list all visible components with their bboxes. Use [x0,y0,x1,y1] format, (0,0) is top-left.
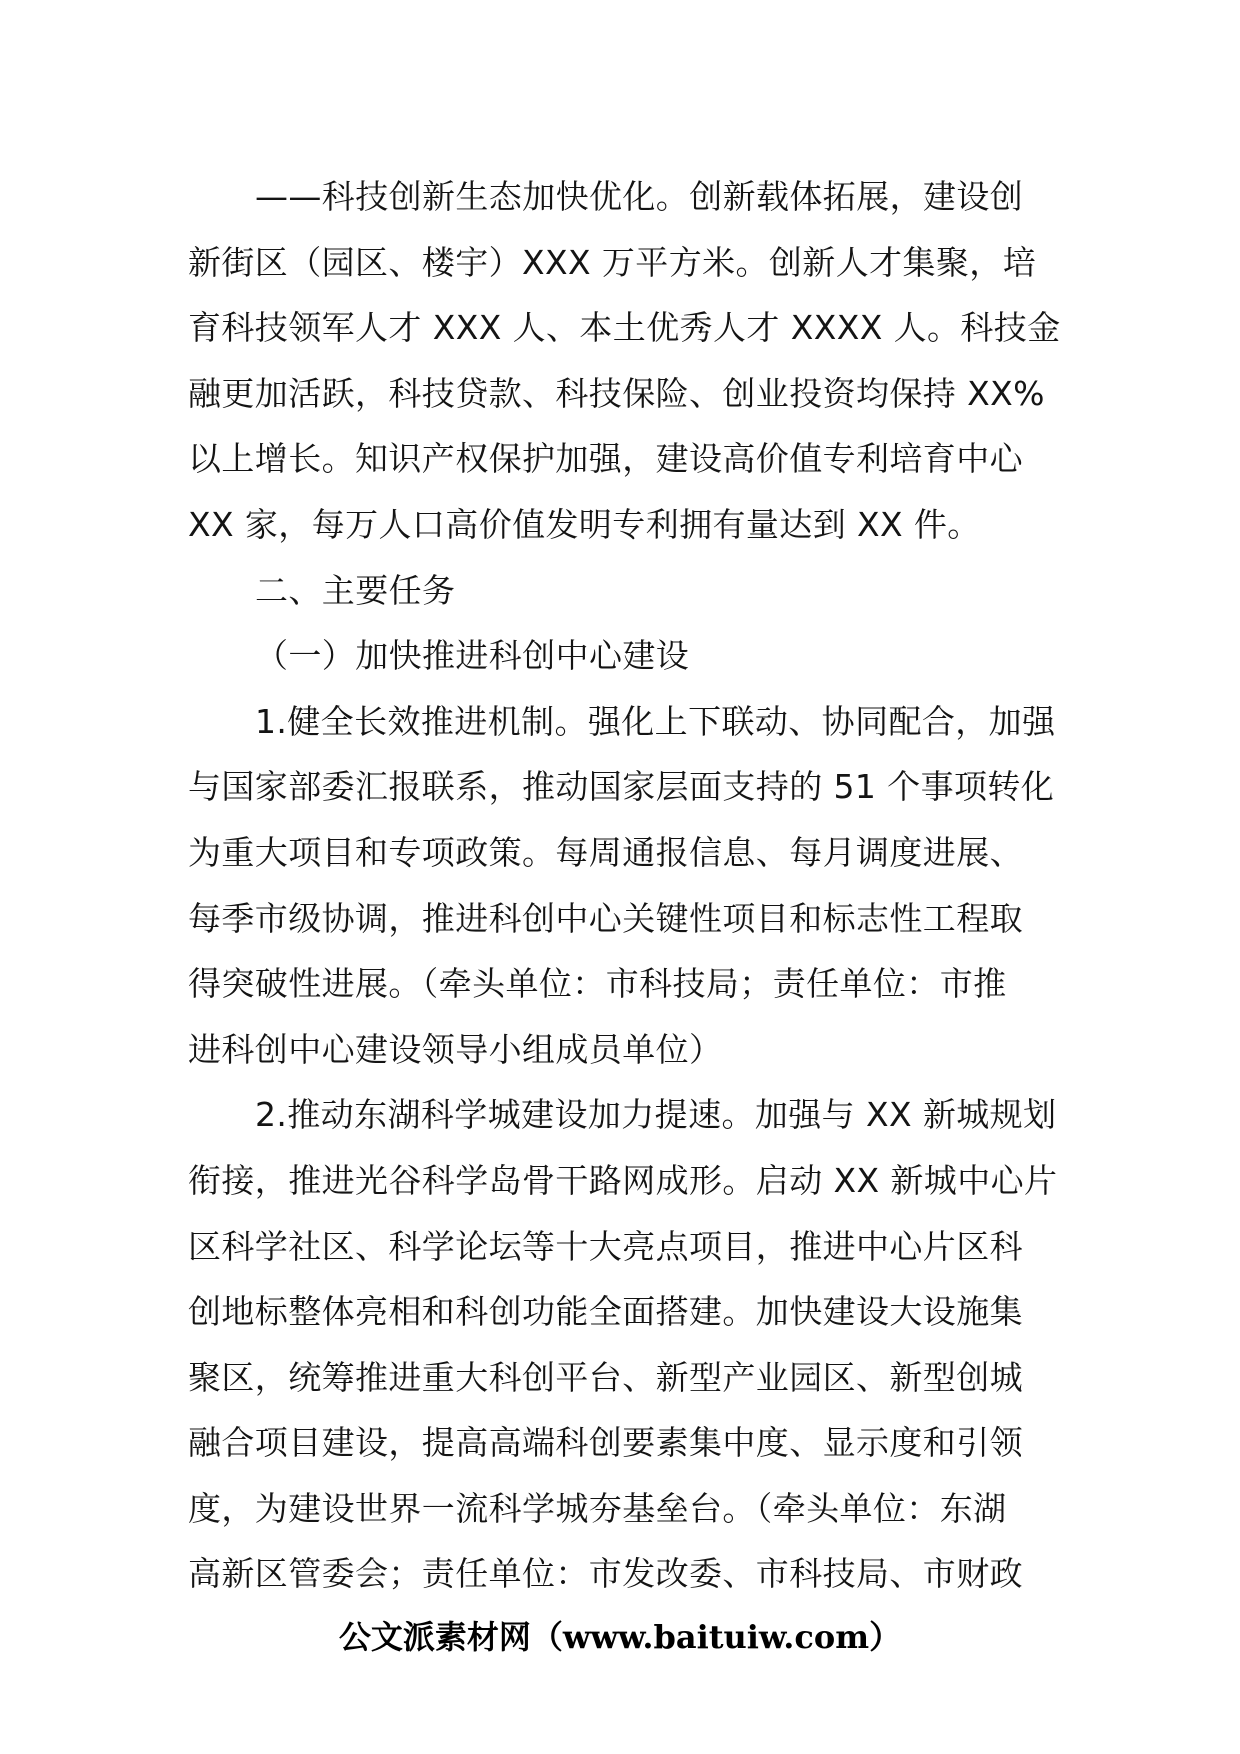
document-body [188,164,1061,1607]
text-line: 得突破性进展。（牵头单位：市科技局；责任单位：市推 [188,964,1007,1004]
section-heading: 二、主要任务 [255,570,456,610]
subsection-heading: （一）加快推进科创中心建设 [255,636,690,676]
text-line: 每季市级协调，推进科创中心关键性项目和标志性工程取 [188,898,1023,938]
watermark-footer: 公文派素材网（www.baituiw.com） [338,1618,902,1656]
text-line: 创地标整体亮相和科创功能全面搭建。加快建设大设施集 [188,1292,1023,1332]
text-line: 聚区，统筹推进重大科创平台、新型产业园区、新型创城 [188,1357,1023,1397]
text-line: 新街区（园区、楼宇）XXX 万平方米。创新人才集聚，培 [188,242,1037,282]
text-line: 区科学社区、科学论坛等十大亮点项目，推进中心片区科 [188,1226,1023,1266]
text-line: 以上增长。知识产权保护加强，建设高价值专利培育中心 [188,439,1023,479]
text-line: 高新区管委会；责任单位：市发改委、市科技局、市财政 [188,1554,1023,1594]
text-line: 为重大项目和专项政策。每周通报信息、每月调度进展、 [188,832,1023,872]
text-line: 衔接，推进光谷科学岛骨干路网成形。启动 XX 新城中心片 [188,1160,1058,1200]
text-line: 1.健全长效推进机制。强化上下联动、协同配合，加强 [255,701,1056,741]
text-line: 育科技领军人才 XXX 人、本土优秀人才 XXXX 人。科技金 [188,308,1061,348]
text-line: 与国家部委汇报联系，推动国家层面支持的 51 个事项转化 [188,767,1055,807]
text-line: 融合项目建设，提高高端科创要素集中度、显示度和引领 [188,1423,1023,1463]
text-line: 融更加活跃，科技贷款、科技保险、创业投资均保持 XX% [188,373,1045,413]
text-line: 进科创中心建设领导小组成员单位） [188,1029,723,1069]
text-line: ——科技创新生态加快优化。创新载体拓展，建设创 [255,177,1024,216]
text-line: XX 家，每万人口高价值发明专利拥有量达到 XX 件。 [188,504,981,544]
text-line: 2.推动东湖科学城建设加力提速。加强与 XX 新城规划 [255,1095,1057,1135]
text-line: 度，为建设世界一流科学城夯基垒台。（牵头单位：东湖 [188,1488,1007,1528]
